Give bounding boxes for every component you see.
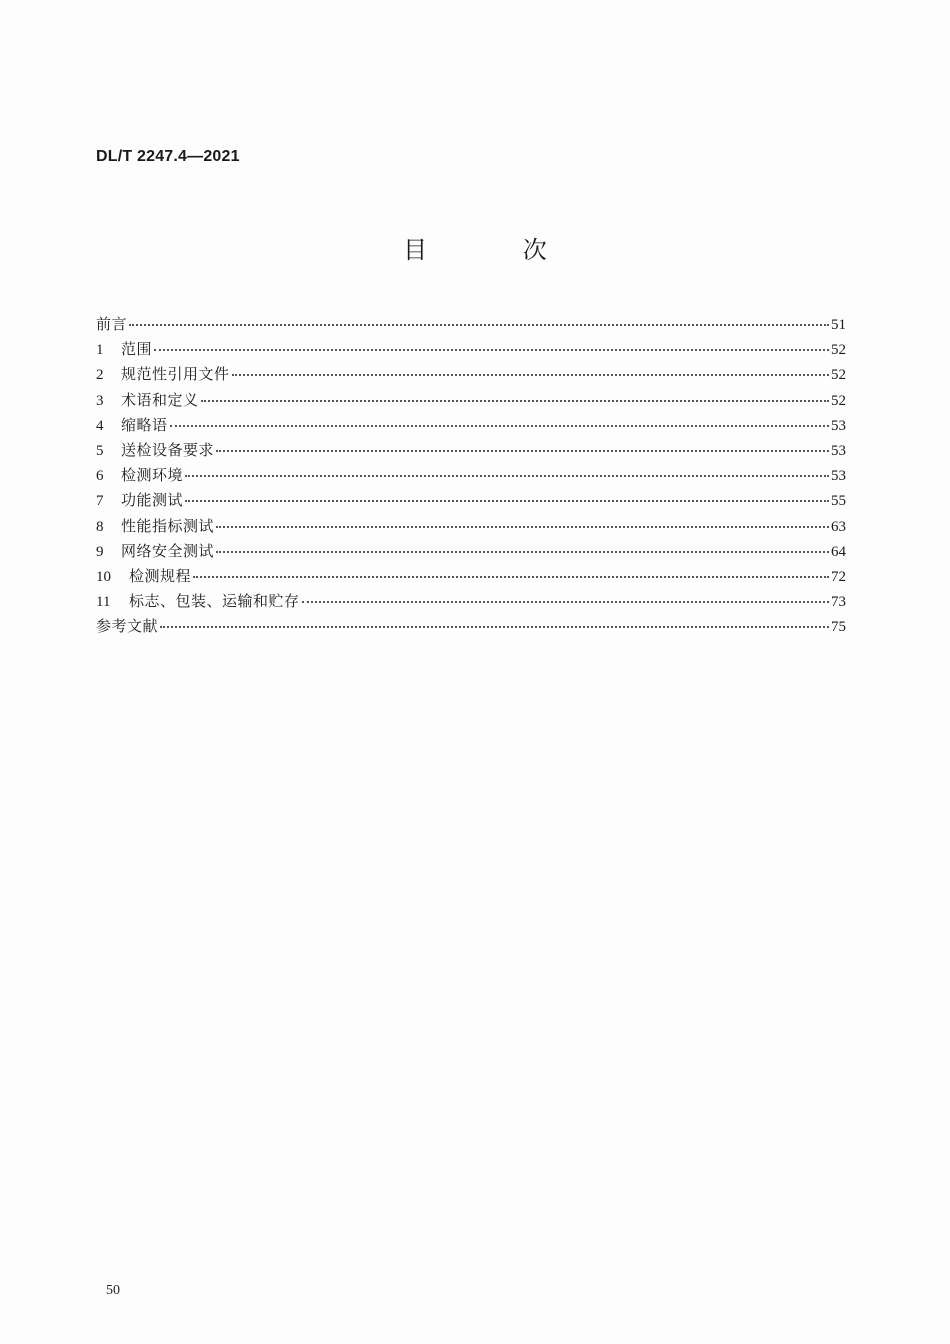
toc-leader-dots: [154, 348, 829, 351]
toc-entry-page: 52: [831, 342, 846, 359]
toc-entry-number: 2: [96, 367, 104, 384]
toc-leader-dots: [216, 449, 829, 452]
toc-leader-dots: [185, 474, 829, 477]
toc-entry-label: 网络安全测试: [121, 541, 215, 560]
toc-entry-foreword[interactable]: [96, 312, 846, 337]
toc-entry-6[interactable]: [96, 463, 846, 488]
toc-entry-page: 73: [831, 594, 846, 611]
toc-leader-dots: [193, 575, 829, 578]
toc-entry-page: 53: [831, 468, 846, 485]
toc-leader-dots: [170, 424, 829, 427]
toc-entry-2[interactable]: [96, 362, 846, 387]
toc-entry-label: 性能指标测试: [121, 516, 215, 535]
toc-leader-dots: [201, 399, 829, 402]
toc-entry-number: 4: [96, 417, 104, 434]
toc-entry-1[interactable]: [96, 337, 846, 362]
toc-entry-number: 8: [96, 518, 104, 535]
toc-entry-label: 标志、包装、运输和贮存: [129, 592, 300, 611]
toc-entry-label: 送检设备要求: [121, 440, 215, 459]
toc-entry-number: 3: [96, 392, 104, 409]
toc-entry-label: 缩略语: [121, 415, 168, 434]
toc-entry-label: 规范性引用文件: [121, 365, 230, 384]
toc-entry-page: 53: [831, 417, 846, 434]
toc-leader-dots: [216, 550, 829, 553]
page-number: 50: [106, 1283, 120, 1298]
toc-entry-3[interactable]: [96, 388, 846, 413]
toc-entry-number: 9: [96, 543, 104, 560]
toc-entry-page: 63: [831, 518, 846, 535]
toc-entry-page: 72: [831, 568, 846, 585]
toc-entry-number: 7: [96, 493, 104, 510]
toc-leader-dots: [232, 373, 829, 376]
toc-entry-label: 功能测试: [121, 491, 184, 510]
toc-entry-label: 前言: [96, 315, 128, 333]
toc-entry-number: 11: [96, 594, 111, 611]
toc-entry-label: 参考文献: [96, 617, 159, 636]
toc-entry-page: 64: [831, 543, 846, 560]
toc-leader-dots: [185, 499, 829, 502]
toc-entry-number: 1: [96, 342, 104, 359]
toc-entry-page: 52: [831, 367, 846, 384]
toc-leader-dots: [216, 525, 829, 528]
toc-entry-number: 5: [96, 442, 104, 459]
toc-entry-references[interactable]: [96, 614, 846, 639]
toc-entry-number: 6: [96, 468, 104, 485]
toc-entry-page: 53: [831, 442, 846, 459]
toc-leader-dots: [129, 323, 829, 326]
document-code: DL/T 2247.4—2021: [96, 148, 240, 165]
toc-entry-label: 检测环境: [121, 466, 184, 485]
toc-entry-7[interactable]: [96, 488, 846, 513]
toc-entry-10[interactable]: [96, 564, 846, 589]
table-of-contents: [96, 312, 846, 639]
toc-entry-4[interactable]: [96, 413, 846, 438]
toc-entry-number: 10: [96, 568, 111, 585]
toc-entry-label: 范围: [121, 340, 153, 359]
toc-entry-page: 55: [831, 493, 846, 510]
toc-entry-label: 检测规程: [129, 566, 192, 585]
toc-leader-dots: [302, 600, 829, 603]
toc-entry-9[interactable]: [96, 539, 846, 564]
toc-leader-dots: [160, 625, 829, 628]
toc-entry-5[interactable]: [96, 438, 846, 463]
toc-entry-page: 75: [831, 619, 846, 636]
toc-entry-page: 51: [831, 317, 846, 333]
toc-title: 目 次: [403, 236, 591, 264]
toc-entry-page: 52: [831, 392, 846, 409]
toc-entry-8[interactable]: [96, 514, 846, 539]
toc-entry-label: 术语和定义: [121, 390, 199, 409]
toc-entry-11[interactable]: [96, 589, 846, 614]
